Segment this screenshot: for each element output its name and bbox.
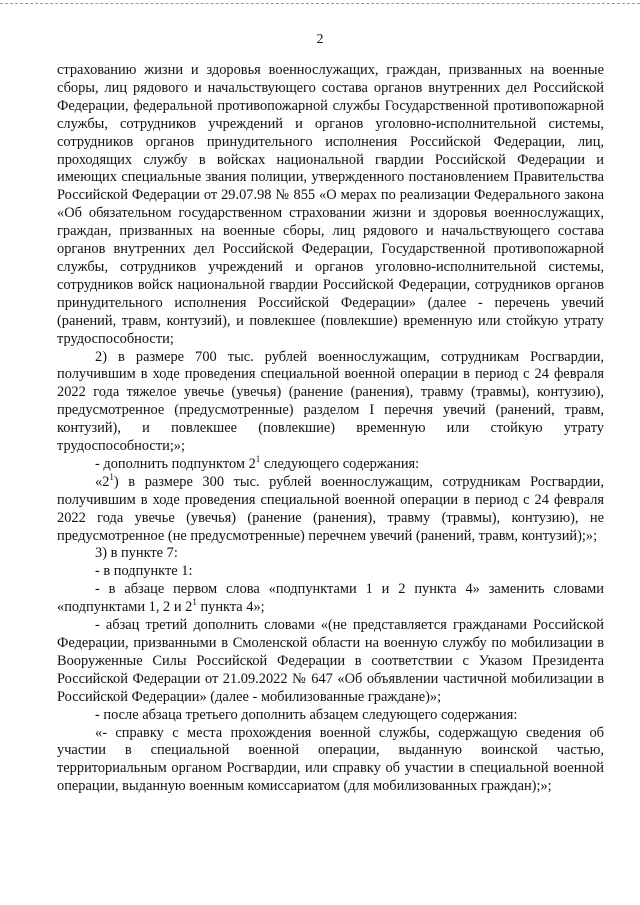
text-run: - дополнить подпунктом 2: [95, 455, 256, 472]
paragraph-subitem-2-1: [57, 474, 604, 546]
text-run: «2: [95, 473, 110, 490]
paragraph-add-subitem: [57, 456, 604, 474]
paragraph-third-abzac: - абзац третий дополнить словами «(не представляется гражданами Российской Федерации, призванными в Смоленской области на военную службу по мобилизации в Вооруженные Силы Российской Федерации в соответствии с Указом Президента Российской Федерации от 21.09.2022 № 647 «Об объявлении частичной мобилизации в Российской Федерации» (далее - мобилизованные граждане)»;: [57, 617, 604, 705]
paragraph-after-third: - после абзаца третьего дополнить абзацем следующего содержания:: [95, 706, 518, 723]
paragraph-replace-words: [57, 581, 604, 617]
paragraph-certificate: «- справку с места прохождения военной службы, содержащую сведения об участии в специальной военной операции, выданную воинской частью, территориальным органом Росгвардии, или справку об участии в специальной военной операции, выданную военным комиссариатом (для мобилизованных граждан);»;: [57, 724, 604, 795]
paragraph-continuation: страхованию жизни и здоровья военнослужащих, граждан, призванных на военные сборы, лиц рядового и начальствующего состава органов внутренних дел Российской Федерации, федеральной противопожарной службы Государственной противопожарной службы, сотрудников учреждений и органов уголовно-исполнительной системы, сотрудников органов принудительного исполнения Российской Федерации, лиц, проходящих службу в войсках национальной гвардии Российской Федерации и имеющих специальные звания полиции, утвержденного постановлением Правительства Российской Федерации от 29.07.98 № 855 «О мерах по реализации Федерального закона «Об обязательном государственном страховании жизни и здоровья военнослужащих, граждан, призванных на военные сборы, лиц рядового и начальствующего состава органов внутренних дел Российской Федерации, Государственной противопожарной службы, сотрудников учреждений и органов уголовно-исполнительной системы, сотрудников войск национальной гвардии Российской Федерации, сотрудников органов принудительного исполнения Российской Федерации» (далее - перечень увечий (ранений, травм, контузий), и повлекшее (повлекшие) временную или стойкую утрату трудоспособности;: [57, 62, 604, 347]
paragraph-item-2: 2) в размере 700 тыс. рублей военнослужащим, сотрудникам Росгвардии, получившим в ходе проведения специальной военной операции в период с 24 февраля 2022 года тяжелое увечье (увечья) (ранение (ранения), травму (травмы), контузию), предусмотренное (предусмотренные) разделом I перечня увечий (ранений, травм, контузий), и повлекшее (повлекшие) временную или стойкую утрату трудоспособности;»;: [57, 348, 604, 455]
text-run: - в абзаце первом слова «подпунктами 1 и 2 пункта 4» заменить словами «подпунктами 1, 2 и 2: [57, 581, 604, 616]
text-run: следующего содержания:: [260, 455, 420, 472]
superscript: 1: [109, 472, 114, 483]
paragraph-subitem-1: - в подпункте 1:: [95, 563, 193, 580]
page-number: 2: [316, 32, 324, 47]
superscript: 1: [192, 597, 197, 608]
document-body: [57, 62, 604, 796]
superscript: 1: [255, 454, 261, 465]
text-run: ) в размере 300 тыс. рублей военнослужащим, сотрудникам Росгвардии, получившим в ходе проведения специальной военной операции в период с 24 февраля 2022 года увечье (увечья) (ранение (ранения), травму (травмы), контузию), не предусмотренное (не предусмотренные) перечнем увечий (ранений, травм, контузий);»;: [57, 473, 604, 544]
scan-edge-line: [0, 3, 640, 4]
text-run: пункта 4»;: [196, 599, 265, 616]
paragraph-item-3: 3) в пункте 7:: [95, 545, 178, 562]
